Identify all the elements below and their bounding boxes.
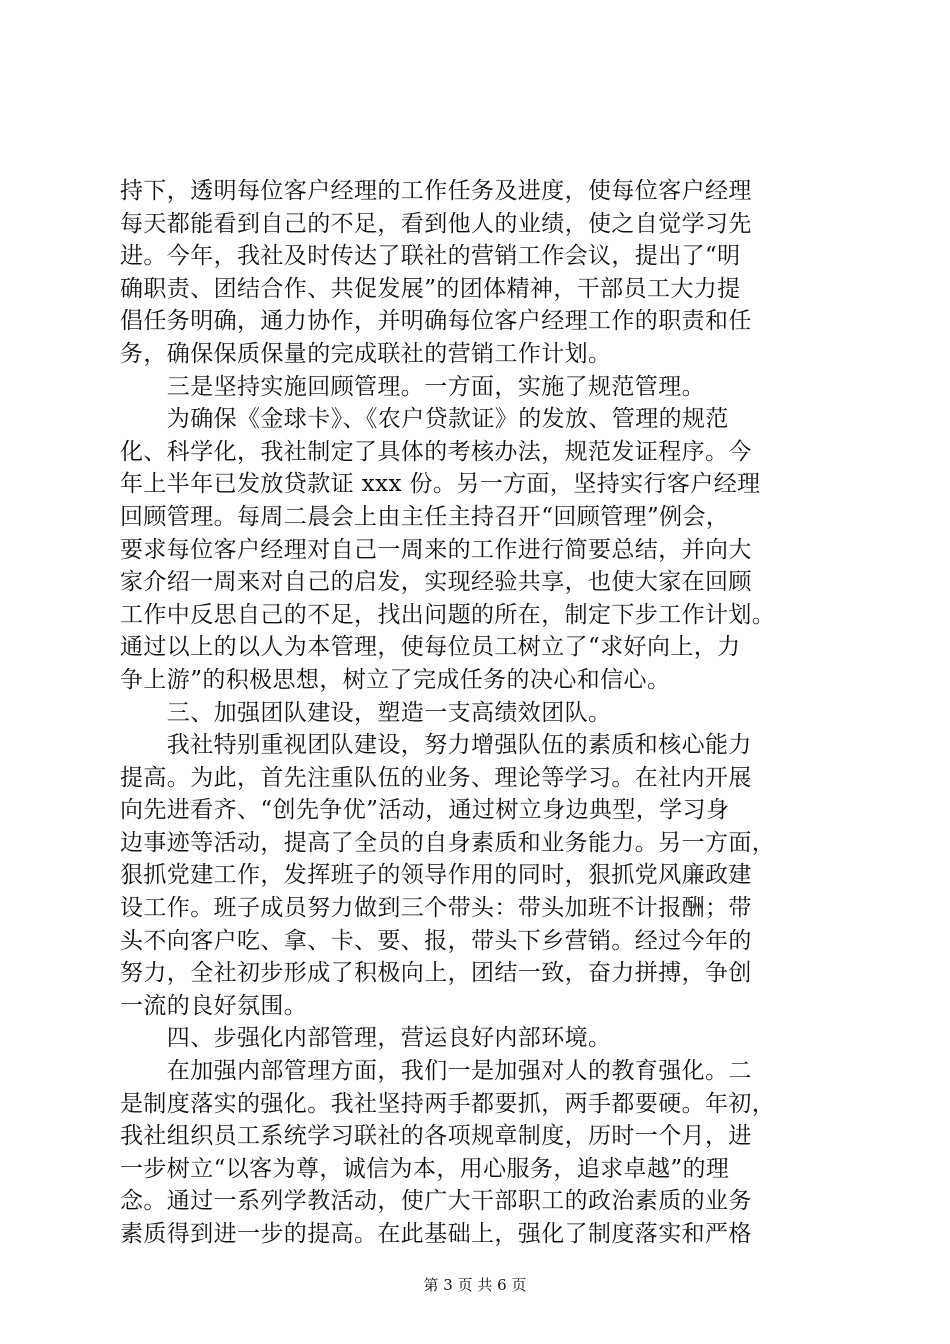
page-footer: 第 3 页 共 6 页 [423,1276,527,1294]
text-line: 四、步强化内部管理，营运良好内部环境。 [120,1025,612,1052]
text-line: 回顾管理。每周二晨会上由主任主持召开“回顾管理”例会， [120,503,730,530]
text-line: 头不向客户吃、拿、卡、要、报，带头下乡营销。经过今年的 [120,927,752,954]
text-line: 化、科学化，我社制定了具体的考核办法，规范发证程序。今 [120,438,752,465]
document-body [120,175,830,1251]
text-line: 狠抓党建工作，发挥班子的领导作用的同时，狠抓党风廉政建 [120,862,752,889]
text-line: 通过以上的以人为本管理，使每位员工树立了“求好向上，力 [120,634,741,661]
text-line: 向先进看齐、“创先争优”活动，通过树立身边典型，学习身 [120,797,730,824]
text-line: 念。通过一系列学教活动，使广大干部职工的政治素质的业务 [120,1188,752,1215]
text-line: 我社组织员工系统学习联社的各项规章制度，历时一个月，进 [120,1123,752,1150]
text-line: 年上半年已发放贷款证 xxx 份。另一方面，坚持实行客户经理 [120,471,761,498]
text-line: 进。今年，我社及时传达了联社的营销工作会议，提出了“明 [120,243,741,270]
text-line: 在加强内部管理方面，我们一是加强对人的教育强化。二 [120,1058,752,1085]
text-line: 我社特别重视团队建设，努力增强队伍的素质和核心能力 [120,732,752,759]
text-line: 务，确保保质保量的完成联社的营销工作计划。 [120,340,612,367]
text-line: 提高。为此，首先注重队伍的业务、理论等学习。在社内开展 [120,764,752,791]
text-line: 家介绍一周来对自己的启发，实现经验共享，也使大家在回顾 [120,569,752,596]
text-line: 一步树立“以客为尊，诚信为本，用心服务，追求卓越”的理 [120,1155,730,1182]
text-line: 倡任务明确，通力协作，并明确每位客户经理工作的职责和任 [120,308,752,335]
text-line: 持下，透明每位客户经理的工作任务及进度，使每位客户经理 [120,178,752,204]
text-line: 三、加强团队建设，塑造一支高绩效团队。 [120,699,612,726]
text-line: 为确保《金球卡》、《农户贷款证》的发放、管理的规范 [120,406,729,433]
text-line: 三是坚持实施回顾管理。一方面，实施了规范管理。 [120,373,705,400]
text-line: 是制度落实的强化。我社坚持两手都要抓，两手都要硬。年初， [120,1090,776,1117]
text-line: 一流的良好氛围。 [120,992,308,1019]
text-line: 素质得到进一步的提高。在此基础上，强化了制度落实和严格 [120,1221,752,1247]
text-line: 每天都能看到自己的不足，看到他人的业绩，使之自觉学习先 [120,210,752,237]
text-line: 争上游”的积极思想，树立了完成任务的决心和信心。 [120,666,671,693]
text-line: 确职责、团结合作、共促发展”的团体精神，干部员工大力提 [120,275,741,302]
text-line: 设工作。班子成员努力做到三个带头：带头加班不计报酬；带 [120,895,752,922]
text-line: 要求每位客户经理对自己一周来的工作进行简要总结，并向大 [120,536,752,563]
text-line: 工作中反思自己的不足，找出问题的所在，制定下步工作计划。 [120,601,776,628]
text-line: 边事迹等活动，提高了全员的自身素质和业务能力。另一方面， [120,829,776,856]
text-line: 努力，全社初步形成了积极向上，团结一致，奋力拼搏，争创 [120,960,752,987]
